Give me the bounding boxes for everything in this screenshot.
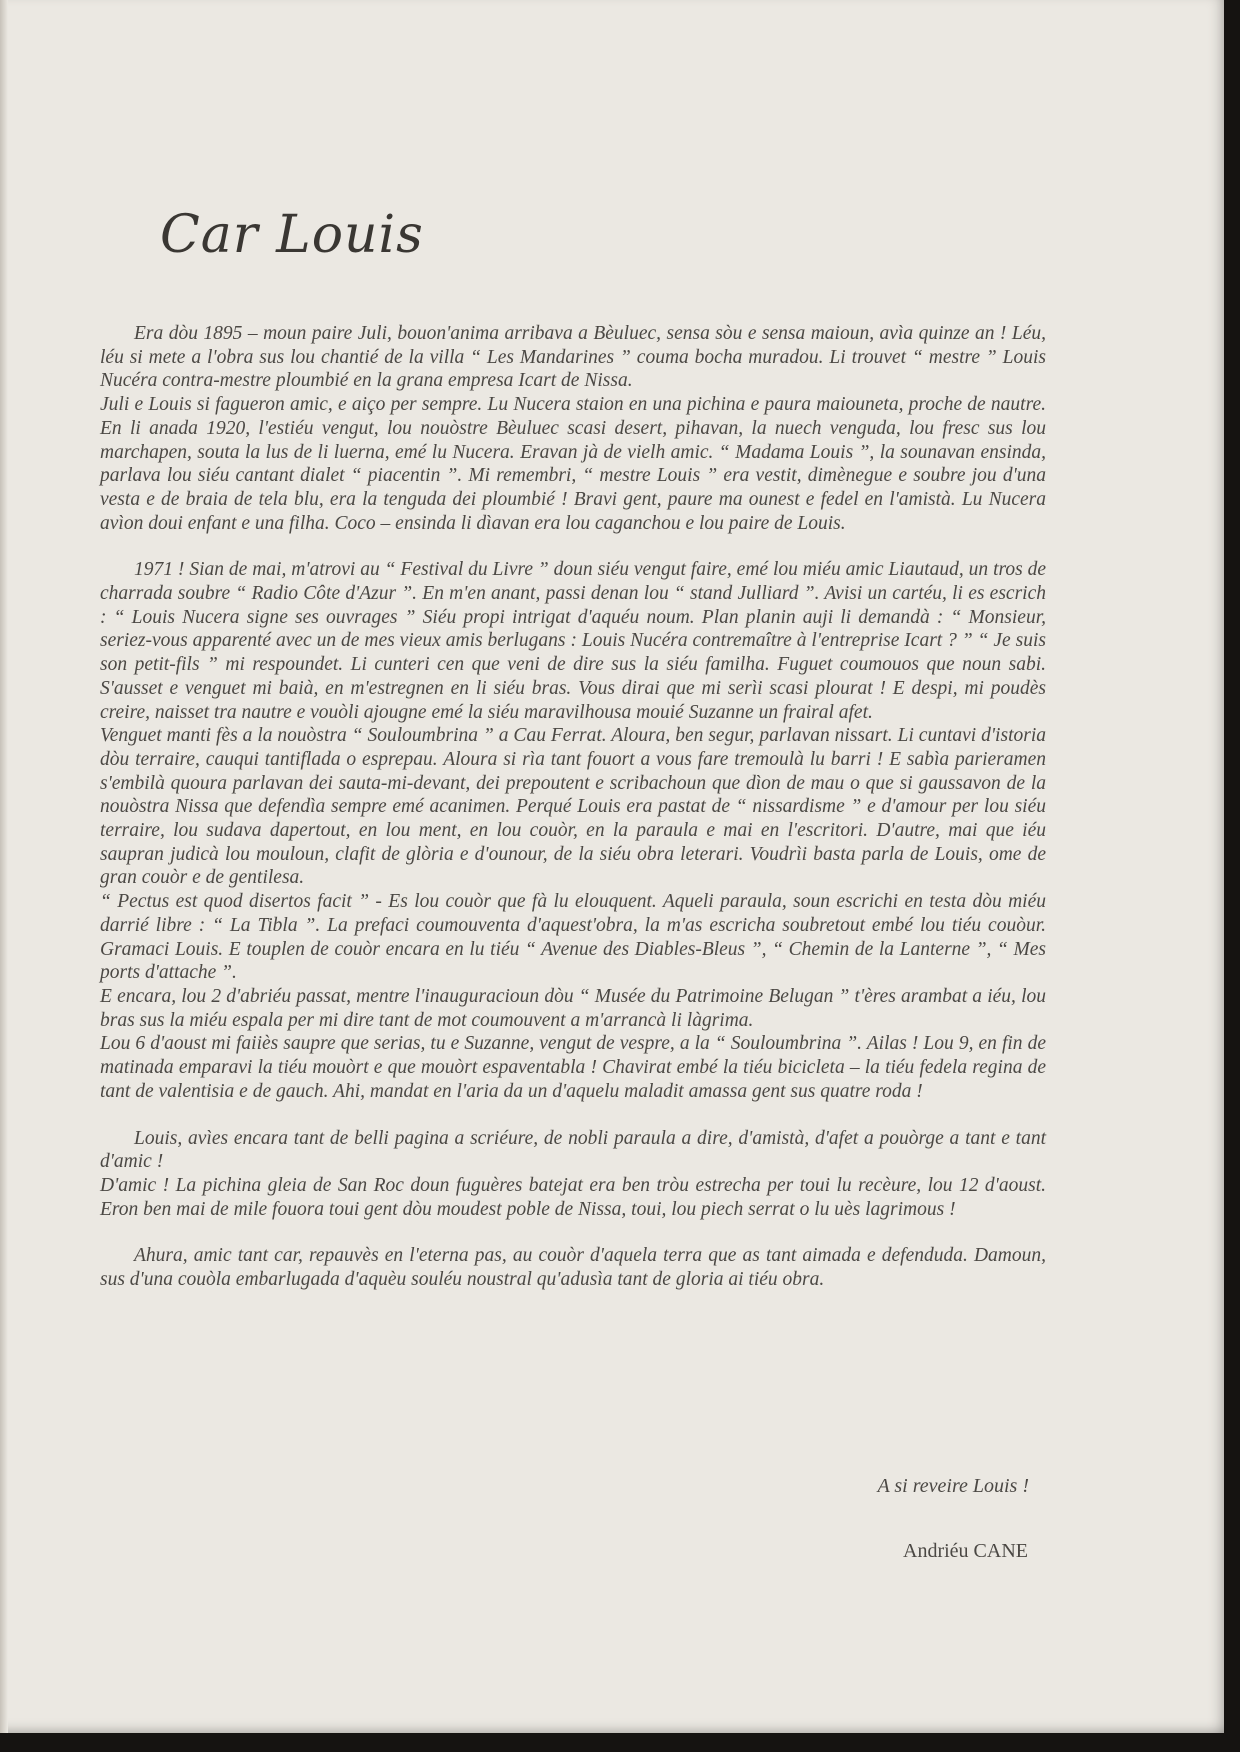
letter-paragraph: Juli e Louis si fagueron amic, e aiço per sempre. Lu Nucera staion en una pichina e paura maiouneta, proche de nautre. En li anada 1920, l'estiéu vengut, lou nouòstre Bèuluec scasi desert, pihavan, la nuech venguda, lou fresc sus lou marchapen, souta la lus de li luerna, emé lu Nucera. Eravan jà de vielh amic. “ Madama Louis ”, la sounavan ensinda, parlava lou siéu cantant dialet “ piacentin ”. Mi remembri, “ mestre Louis ” era vestit, dimènegue e soubre jou d'una vesta e de braia de tela blu, era la tenguda dei ploumbié ! Bravi gent, paure ma ounest e fedel en l'amistà. Lu Nucera avìon doui enfant e una filha. Coco – ensinda li dìavan era lou caganchou e lou paire de Louis.	[100, 394, 1046, 534]
page-title: Car Louis	[160, 205, 424, 265]
closing-line: A si reveire Louis !	[877, 1475, 1029, 1497]
letter-paragraph: D'amic ! La pichina gleia de San Roc doun fuguères batejat era ben tròu estrecha per toui lu recèure, lou 12 d'aoust. Eron ben mai de mile fouora toui gent dòu moudest poble de Nissa, toui, lou piech serrat o lu uès lagrimous !	[100, 1174, 1046, 1220]
letter-paragraph: Ahura, amic tant car, repauvès en l'eterna pas, au couòr d'aquela terra que as tant aimada e defenduda. Damoun, sus d'una couòla embarlugada d'aquèu souléu noustral qu'adusìa tant de gloria ai tiéu obra.	[100, 1245, 1046, 1291]
letter-paragraph: 1971 ! Sian de mai, m'atrovi au “ Festival du Livre ” doun siéu vengut faire, emé lou miéu amic Liautaud, un tros de charrada soubre “ Radio Côte d'Azur ”. En m'en anant, passi denan lou “ stand Julliard ”. Avisi un cartéu, li es escrich : “ Louis Nucera signe ses ouvrages ” Siéu propi intrigat d'aquéu noum. Plan planin auji li demandà : “ Monsieur, seriez-vous apparenté avec un de mes vieux amis berlugans : Louis Nucéra contremaître à l'entreprise Icart ? ” “ Je suis son petit-fils ” mi respoundet. Li cunteri cen que veni de dire sus la siéu familha. Fuguet coumouos que noun sabi. S'ausset e venguet mi baià, en m'estregnen en li siéu bras. Vous dirai que mi serìi scasi plourat ! E despi, mi poudès creire, naisset tra nautre e vouòli ajougne emé la siéu maravilhousa mouié Suzanne un frairal afet.	[100, 559, 1046, 723]
letter-paragraph: “ Pectus est quod disertos facit ” - Es lou couòr que fà lu elouquent. Aqueli paraula, soun escrichi en testa dòu miéu darrié libre : “ La Tibla ”. La prefaci coumouventa d'aquest'obra, la m'as escricha soubretout embé lou tiéu couòur. Gramaci Louis. E touplen de couòr encara en lu tiéu “ Avenue des Diables-Bleus ”, “ Chemin de la Lanterne ”, “ Mes ports d'attache ”.	[100, 891, 1046, 984]
letter-paragraph: Era dòu 1895 – moun paire Juli, bouon'anima arribava a Bèuluec, sensa sòu e sensa maioun, avìa quinze an ! Léu, léu si mete a l'obra sus lou chantié de la villa “ Les Mandarines ” couma bocha muradou. Li trouvet “ mestre ” Louis Nucéra contra-mestre ploumbié en la grana empresa Icart de Nissa.	[100, 323, 1046, 392]
signature: Andriéu CANE	[903, 1540, 1028, 1562]
letter-body	[100, 322, 1046, 1292]
page-binding-edge	[0, 0, 8, 1733]
letter-paragraph: E encara, lou 2 d'abriéu passat, mentre l'inauguracioun dòu “ Musée du Patrimoine Belugan ” t'ères arambat a iéu, lou bras sus la miéu espala per mi dire tant de mot coumouvent a m'arrancà li làgrima.	[100, 985, 1046, 1031]
letter-paragraph: Louis, avìes encara tant de belli pagina a scriéure, de nobli paraula a dire, d'amistà, d'afet a pouòrge a tant e tant d'amic !	[100, 1127, 1046, 1173]
letter-paragraph: Lou 6 d'aoust mi faiiès saupre que serias, tu e Suzanne, vengut de vespre, a la “ Souloumbrina ”. Ailas ! Lou 9, en fin de matinada emparavi la tiéu mouòrt e que mouòrt espaventabla ! Chavirat embé la tiéu bicicleta – la tiéu fedela regina de tant de valentisia e de gauch. Ahi, mandat en l'aria da un d'aquelu maladit amassa gent sus quatre roda !	[100, 1033, 1046, 1102]
letter-paragraph: Venguet manti fès a la nouòstra “ Souloumbrina ” a Cau Ferrat. Aloura, ben segur, parlavan nissart. Li cuntavi d'istoria dòu terraire, cauqui tantiflada o esprepau. Aloura si rìa tant fouort a vous fare tremoulà lu barri ! E sabìa parieramen s'embilà quoura parlavan dei sauta-mi-devant, dei prepoutent e scribachoun que dìon de mau o que si gaussavon de la nouòstra Nissa que defendìa sempre emé acanimen. Perqué Louis era pastat de “ nissardisme ” e d'amour per lou siéu terraire, lou sudava dapertout, en lou ment, en lou couòr, en la paraula e mai en l'escritori. D'autre, mai que iéu saupran judicà lou mouloun, clafit de glòria e d'ounour, de la siéu obra leterari. Voudrìi basta parla de Louis, ome de gran couòr e de gentilesa.	[100, 725, 1046, 889]
